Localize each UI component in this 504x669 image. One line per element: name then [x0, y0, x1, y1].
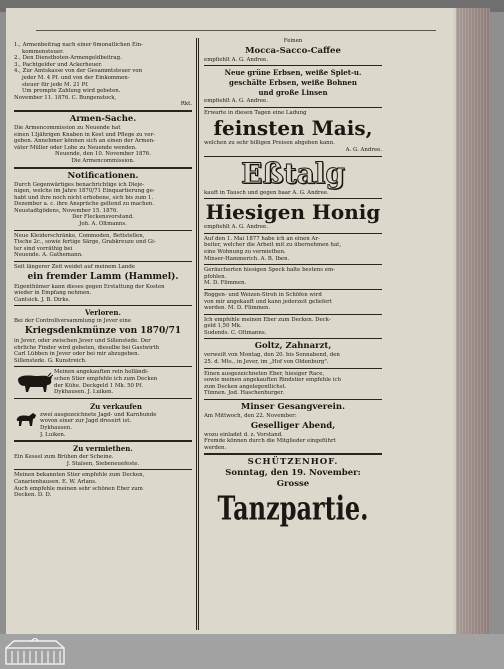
eber-sign: Tünnen. Jod. Haschenburger.	[204, 390, 285, 397]
verkaufen-sign: J. Luiken.	[40, 431, 66, 438]
speck-ad	[204, 267, 382, 287]
payment-request: Um prompte Zahlung wird gebeten.	[22, 88, 121, 95]
vermiethen-heading: Zu vermiethen.	[73, 444, 133, 454]
separator	[204, 453, 382, 455]
roggen-line: von mir angekauft und kann jederzeit geliefert	[204, 298, 332, 305]
lamm-notice	[14, 264, 192, 303]
mocca-line: empfiehlt A. G. Andree.	[204, 56, 268, 63]
mais-heading: feinsten Mais,	[213, 116, 373, 141]
erbsen-ad	[204, 68, 382, 105]
esstalg-heading: Eßtalg	[241, 156, 345, 190]
arbeiter-ad	[204, 236, 382, 262]
speck-line: pfohlen.	[204, 273, 227, 280]
notif-line: nigen, welche im Jahre 1870/71 Einquartierung ge-	[14, 188, 155, 195]
separator	[204, 314, 382, 315]
schuetzenhof-ad	[204, 457, 382, 528]
separator	[14, 110, 192, 112]
schuetzenhof-party: Tanzpartie.	[217, 488, 369, 528]
gesang-ad	[204, 402, 382, 451]
tax-sign-title: Rkt.	[180, 101, 192, 108]
speck-sign: M. D. Flimmen.	[204, 280, 247, 287]
newspaper-page	[6, 8, 458, 634]
right-column	[204, 38, 382, 528]
notif-line: Dezember a. c. ihre Ansprüche geltend zu machen.	[14, 201, 154, 208]
column-divider-inner	[196, 38, 197, 630]
separator	[14, 366, 192, 367]
notif-line: Durch Gegenwärtiges benachrichtige ich Dieje-	[14, 181, 145, 188]
lamm-heading: ein fremder Lamm (Hammel).	[27, 271, 179, 282]
erbsen-heading-3: und große Linsen	[258, 88, 328, 98]
verkaufen-place: Dykhausen.	[40, 424, 72, 431]
bottom-line: Canarienhausen. E. W. Arlans.	[14, 478, 97, 485]
separator	[14, 230, 192, 231]
separator	[204, 264, 382, 265]
tax-item-4-cont2: steuer für jede M. 21 Pf.	[22, 81, 89, 88]
tax-item-4: 4., Zur Amtskasse von der Gesammtsteuer von	[14, 68, 143, 75]
furniture-line: Tische 2c., sowie fertige Särge, Grabkreuze und Gi-	[14, 239, 156, 246]
armen-line: Die Armencommission zu Neuende hat	[14, 124, 121, 131]
lamm-pre: Seit längerer Zeit weidet auf meinem Lande	[14, 264, 135, 271]
separator	[204, 198, 382, 199]
arbeiter-line: eine Wohnung zu vermiethen.	[204, 248, 286, 255]
gesang-line: Fremde können durch die Mitglieder eingeführt	[204, 438, 336, 445]
verloren-notice	[14, 308, 192, 364]
separator	[204, 368, 382, 369]
mais-sign: A. G. Andree.	[345, 146, 382, 153]
eber-line: sowie meinen angekauften Rindstier empfehle ich	[204, 377, 342, 384]
verloren-sign: Sillenstede. G. Kunstreich.	[14, 357, 87, 364]
eber-line: zum Decken angelegentlichst.	[204, 383, 287, 390]
furniture-line: Neue Kleiderschränke, Commoden, Bettstellen,	[14, 232, 145, 239]
gesang-title: Geselliger Abend,	[250, 420, 336, 431]
tax-item-4-cont1: jeder M. 4 Pf. und von der Einkommen-	[22, 74, 130, 81]
boar-line: geld 1,50 Mk.	[204, 323, 242, 330]
armen-line: einen 13jährigen Knaben in Kost und Pflege zu ver-	[14, 131, 155, 138]
erbsen-heading-2: geschälte Erbsen, weiße Bohnen	[229, 78, 357, 88]
armen-sign: Die Armencommission.	[71, 157, 135, 164]
roggen-line: Roggen- und Weizen-Stroh in Schöfen wird	[204, 291, 322, 298]
notif-heading: Notificationen.	[67, 170, 139, 181]
zahnarzt-line: verweilt von Montag, den 20. bis Sonnabend, den	[204, 352, 340, 359]
separator	[204, 107, 382, 108]
top-rule	[36, 30, 436, 31]
verkaufen-heading: Zu verkaufen	[90, 401, 142, 411]
separator	[204, 233, 382, 234]
verloren-pre: Bei der Controllversammlung in Jever eine	[14, 318, 132, 325]
bottom-line: Meinen bekannten Stier empfehle zum Decken,	[14, 472, 145, 479]
separator	[14, 469, 192, 470]
separator	[14, 167, 192, 169]
armen-line: väter Müller oder Lohe zu Neuende wenden.	[14, 144, 137, 151]
honig-line: empfiehlt A. G. Andree.	[204, 224, 268, 231]
armen-notice	[14, 114, 192, 165]
gesang-heading: Minser Gesangverein.	[240, 402, 346, 413]
notif-sign: Joh. A. Oltmanns.	[79, 221, 127, 228]
lamm-line: Eigenthümer kann dieses gegen Erstattung der Kosten	[14, 283, 165, 290]
stier-line: der Kühe. Deckgeld 1 Mk. 50 Pf.	[54, 382, 143, 389]
tax-item-2: 2., Den Dienstboten-Armengeldbeitrag.	[14, 55, 122, 62]
boar-ad	[204, 317, 382, 337]
verloren-heading: Verloren.	[85, 308, 121, 318]
boar-sign: Sudends. C. Oltmanns.	[204, 329, 267, 336]
separator	[14, 398, 192, 399]
mocca-heading: Mocca-Sacco-Caffee	[245, 45, 341, 56]
notif-line: habt und ihre noch nicht erhobene, sich bis zum 1.	[14, 194, 154, 201]
arbeiter-line: Auf den 1. Mai 1877 habe ich an einen Ar-	[204, 235, 320, 242]
tax-item-1: 1., Armenbeitrag nach einer 6monatlichen Ein-	[14, 42, 143, 48]
furniture-sign: Neuende. A. Gathemann.	[14, 252, 83, 259]
tax-item-3: 3., Pachtgelder und Ackerheuer.	[14, 61, 103, 68]
roggen-sign: werden. M. D. Flimmen.	[204, 305, 271, 312]
erbsen-heading-1: Neue grüne Erbsen, weiße Splet-u.	[224, 68, 362, 78]
gesang-pre: Am Mittwoch, den 22. November:	[204, 413, 297, 420]
honig-ad	[204, 201, 382, 231]
boar-line: Ich empfehle meinen Eber zum Decken. Deck-	[204, 316, 331, 323]
esstalg-line: kauft in Tausch und gegen baar A. G. Andree.	[204, 189, 329, 196]
separator	[204, 338, 382, 339]
armen-heading: Armen-Sache.	[69, 113, 137, 124]
verloren-line: Carl Lübben in Jever oder bei mir abzugeben.	[14, 351, 140, 358]
library-building-icon	[4, 638, 66, 666]
vermiethen-sign: J. Stalsen, Siebeneuefeste.	[66, 460, 140, 467]
speck-line: Geräucherten hiesigen Speck halte bestens em-	[204, 267, 335, 274]
zahnarzt-ad	[204, 341, 382, 365]
erbsen-line: empfiehlt A. G. Andree.	[204, 98, 268, 105]
tax-list	[14, 42, 192, 108]
stier-text	[54, 369, 192, 395]
vermiethen-line: Ein Kessel zum Brühen der Scheine.	[14, 454, 114, 461]
schuetzenhof-word: Grosse	[276, 479, 310, 490]
notif-date: Neustadtgödens, November 15. 1876.	[14, 207, 119, 214]
separator	[14, 305, 192, 306]
tax-item-1-cont: kommensteuer.	[22, 48, 64, 55]
bull-icon	[14, 370, 54, 396]
mais-line: welchen zu sehr billigen Preisen abgeben kann.	[204, 140, 335, 147]
separator	[14, 261, 192, 262]
spine-texture	[456, 8, 490, 648]
footer-bar	[0, 634, 504, 669]
stier-ad	[14, 369, 192, 395]
esstalg-ad	[204, 156, 382, 197]
gesang-line: werden.	[204, 444, 227, 451]
arbeiter-line: beiter, welcher die Arbeit mit zu übernehmen hat,	[204, 242, 342, 249]
mais-pre: Erwarte in diesen Tagen eine Ladung	[204, 109, 307, 116]
tax-date-sign: November 11. 1876. C. Bungenstock,	[14, 94, 117, 101]
zahnarzt-heading: Goltz, Zahnarzt,	[254, 341, 332, 352]
mais-ad	[204, 110, 382, 154]
left-column	[14, 42, 192, 499]
verkaufen-line: wovon einer zur Jagd dressirt ist.	[40, 418, 132, 425]
schuetzenhof-date: Sonntag, den 19. November:	[225, 468, 361, 479]
verkaufen-line: zwei ausgezeichnete Jagd- und Karnhunde	[40, 411, 157, 418]
notif-notice	[14, 171, 192, 228]
bottom-line: Auch empfehle meinen sehr schönen Eber zum	[14, 485, 143, 492]
honig-heading: Hiesigen Honig	[205, 200, 381, 225]
separator	[204, 65, 382, 66]
verkaufen-text	[40, 401, 192, 438]
verloren-line: in Jever, oder zwischen Jever und Sillenstede. Der	[14, 338, 151, 344]
separator	[204, 399, 382, 400]
vermiethen-ad	[14, 444, 192, 467]
schuetzenhof-heading: SCHÜTZENHOF.	[247, 457, 339, 468]
column-divider	[198, 38, 199, 630]
arbeiter-sign: Minser-Hammerich. A. B. Iben.	[204, 255, 290, 262]
stier-line: schen Stier empfehle ich zum Decken	[54, 375, 158, 382]
roggen-ad	[204, 292, 382, 312]
notif-authority: Der Fleckensvorstand.	[72, 214, 134, 221]
separator	[14, 440, 192, 442]
gesang-line: wozu einladet d. z. Vorstand.	[204, 431, 283, 438]
stier-sign: Dykhausen. J. Luiken.	[54, 389, 114, 396]
bottom-sign: Decken. D. D.	[14, 492, 52, 499]
medal-heading: Kriegsdenkmünze von 1870/71	[24, 326, 182, 336]
zahnarzt-line: 25. d. Mts., in Jever, im „Hof von Oldenburg".	[204, 359, 329, 366]
dog-icon	[14, 407, 40, 431]
lamm-sign: Cantsick. J. B. Dirks.	[14, 296, 71, 303]
lamm-line: wieder in Empfang nehmen.	[14, 290, 92, 297]
eber-line: Einen ausgezeichneten Eber, hiesiger Race,	[204, 370, 325, 377]
furniture-ad	[14, 233, 192, 259]
bottom-ad	[14, 472, 192, 498]
armen-date: Neuende, den 10. November 1876.	[55, 151, 151, 158]
furniture-line: ter sind vorräthig bei	[14, 245, 73, 252]
stier-line: Meinen angekauften rein holländi-	[54, 369, 149, 376]
mocca-ad	[204, 38, 382, 63]
verloren-line: ehrliche Finder wird gebeten, dieselbe bei Gastwirth	[14, 344, 160, 351]
eber-ad	[204, 371, 382, 397]
separator	[204, 289, 382, 290]
mocca-kicker: Feinen	[283, 38, 303, 44]
book-spine-edge	[456, 8, 490, 648]
verkaufen-ad	[14, 401, 192, 438]
armen-line: geben. Annehmer können sich an einen der Armen-	[14, 138, 155, 145]
